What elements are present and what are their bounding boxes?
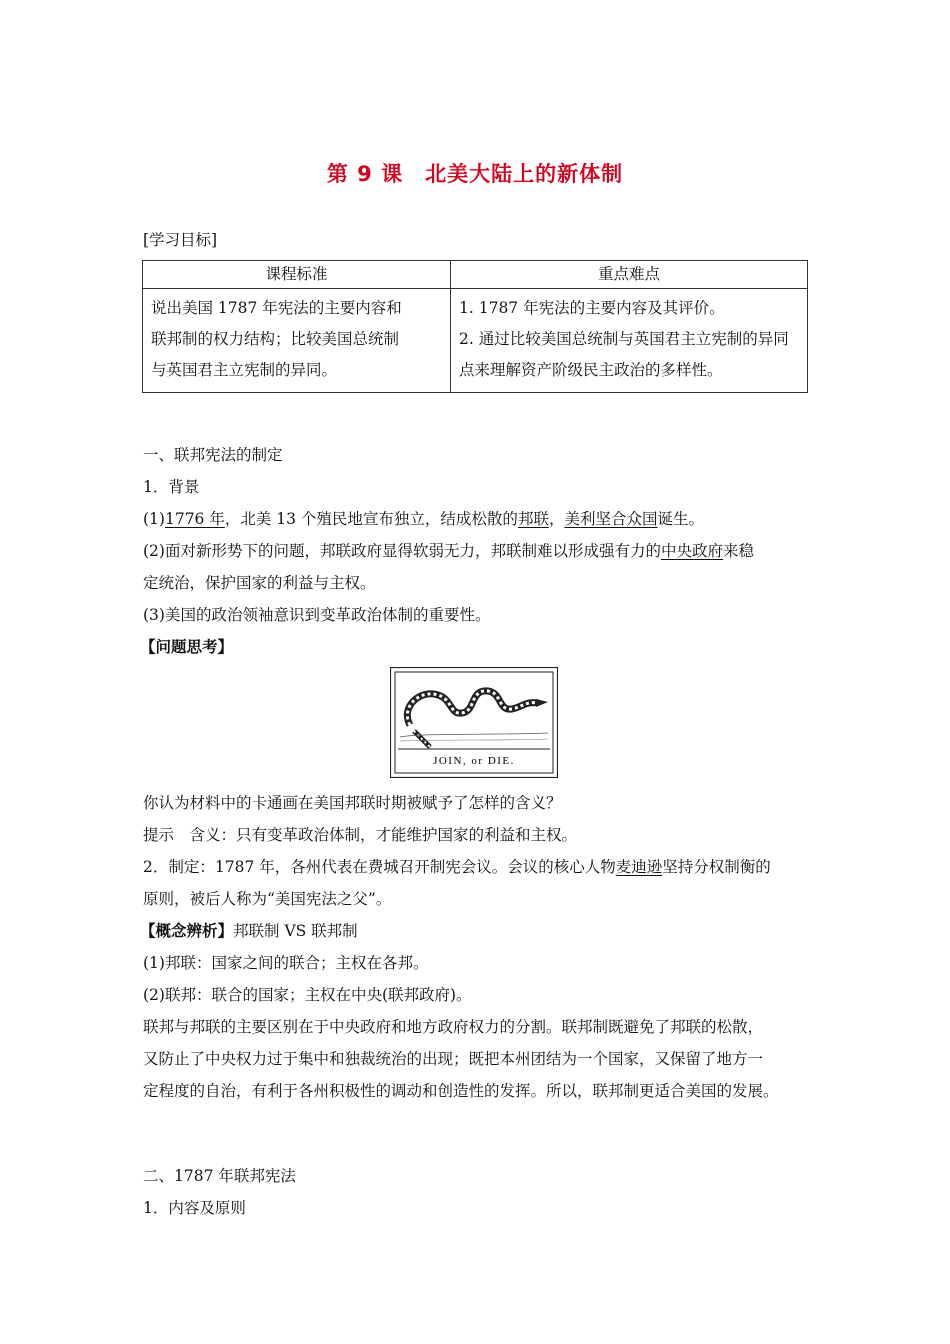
goals-col2-line: 点来理解资产阶级民主政治的多样性。 [459,361,723,379]
goals-col1-line: 联邦制的权力结构；比较美国总统制 [151,330,400,348]
goals-col2-line: 2. 通过比较美国总统制与英国君主立宪制的异同 [459,330,789,348]
paragraph-2 [143,541,754,561]
goals-col2-header: 重点难点 [451,261,808,289]
concept-3-line3: 定程度的自治，有利于各州积极性的调动和创造性的发挥。所以，联邦制更适合美国的发展。 [143,1082,779,1100]
concept-title: 邦联制 VS 联邦制 [233,922,358,940]
concept-3-line2: 又防止了中央权力过于集中和独裁统治的出现；既把本州团结为一个国家，又保留了地方一 [143,1050,764,1068]
underlined-year: 1776 年 [164,510,225,528]
section2-sub1: 1．内容及原则 [143,1199,246,1217]
paragraph-4 [143,857,771,877]
goals-col2-line: 1. 1787 年宪法的主要内容及其评价。 [459,299,725,317]
goals-col2-cell [451,289,808,393]
join-or-die-cartoon [390,667,558,778]
text: (1) [143,510,165,528]
text: 来稳 [722,542,754,560]
text: ， [548,510,565,528]
question: 你认为材料中的卡通画在美国邦联时期被赋予了怎样的含义？ [143,794,562,812]
goals-col1-cell [143,289,451,393]
text: (2)面对新形势下的问题，邦联政府显得软弱无力，邦联制难以形成强有力的 [143,542,661,560]
goals-col1-line: 与英国君主立宪制的异同。 [151,361,338,379]
hint: 提示 含义：只有变革政治体制，才能维护国家的利益和主权。 [143,826,578,844]
text: 诞生。 [657,510,704,528]
text: ，北美 13 个殖民地宣布独立，结成松散的 [224,510,518,528]
section1-heading: 一、联邦宪法的制定 [143,446,283,464]
cartoon-caption: JOIN, or DIE. [433,755,515,767]
text: 坚持分权制衡的 [662,858,771,876]
underlined-central-gov: 中央政府 [660,542,723,560]
goals-col1-header: 课程标准 [143,261,451,289]
concept-2: (2)联邦：联合的国家；主权在中央(联邦政府)。 [143,986,472,1004]
underlined-madison: 麦迪逊 [615,858,663,876]
think-label: 【问题思考】 [140,638,234,656]
concept-label: 【概念辨析】 [140,922,234,940]
paragraph-3: (3)美国的政治领袖意识到变革政治体制的重要性。 [143,606,491,624]
concept-heading [140,921,358,941]
page-title: 第 9 课 北美大陆上的新体制 [326,162,624,186]
paragraph-1 [143,509,704,529]
goals-table [142,260,808,393]
concept-3-line1: 联邦与邦联的主要区别在于中央政府和地方政府权力的分割。联邦制既避免了邦联的松散， [143,1018,764,1036]
section1-sub1: 1．背景 [143,478,200,496]
paragraph-4-cont: 原则，被后人称为“美国宪法之父”。 [143,890,392,908]
paragraph-2-cont: 定统治，保护国家的利益与主权。 [143,574,376,592]
goals-heading: [学习目标] [143,231,218,249]
section2-heading: 二、1787 年联邦宪法 [143,1167,296,1185]
concept-1: (1)邦联：国家之间的联合；主权在各邦。 [143,954,429,972]
goals-col1-line: 说出美国 1787 年宪法的主要内容和 [151,299,402,317]
underlined-confederation: 邦联 [517,510,549,528]
underlined-usa: 美利坚合众国 [564,510,658,528]
text: 2．制定：1787 年，各州代表在费城召开制宪会议。会议的核心人物 [143,858,616,876]
